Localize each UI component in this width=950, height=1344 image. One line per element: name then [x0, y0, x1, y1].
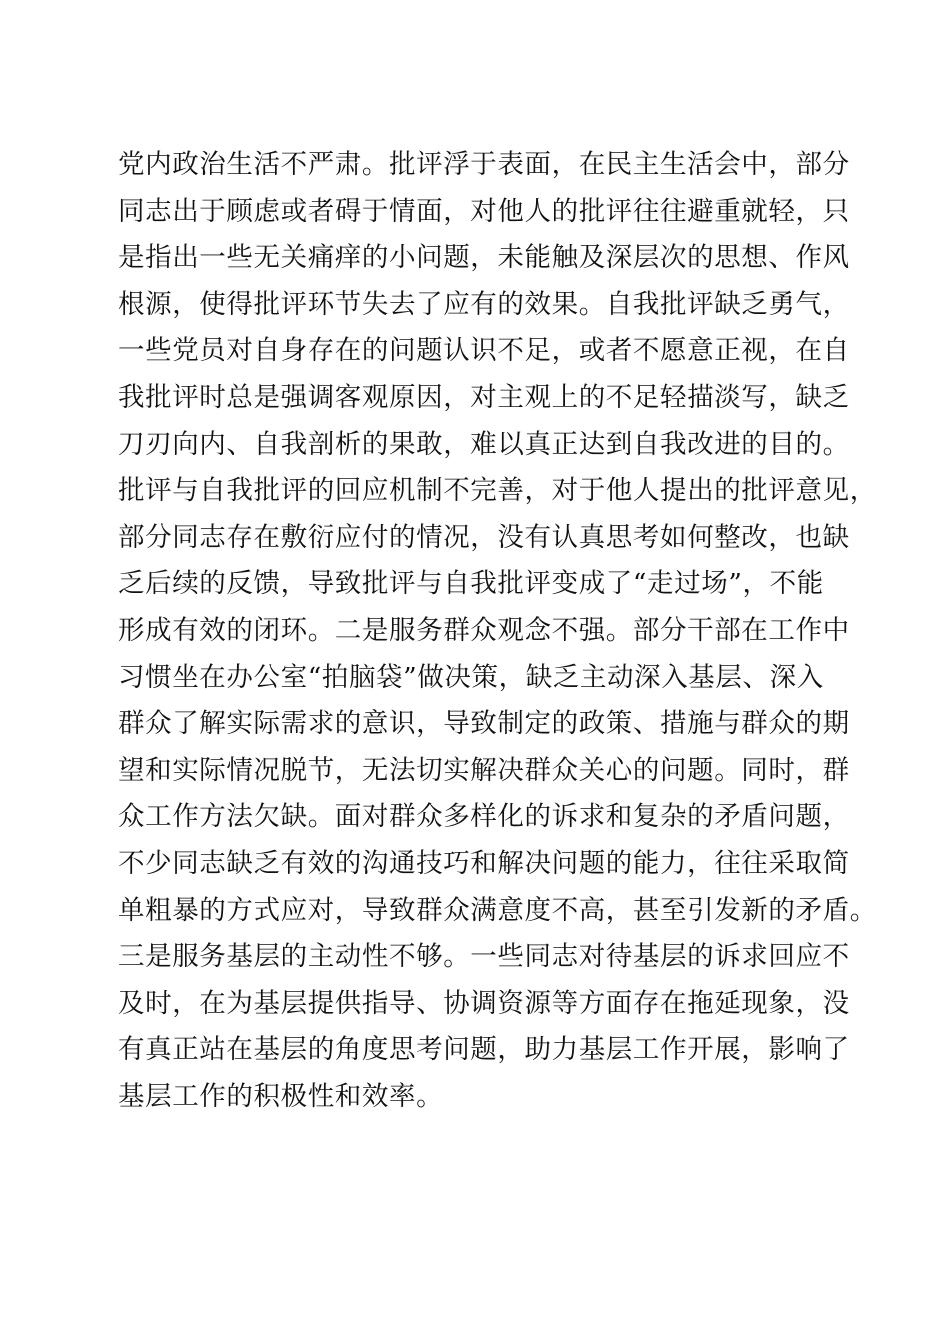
text-line: 是指出一些无关痛痒的小问题，未能触及深层次的思想、作风 — [118, 242, 850, 274]
text-line: 群众了解实际需求的意识，导致制定的政策、措施与群众的期 — [118, 708, 850, 740]
text-line: 望和实际情况脱节，无法切实解决群众关心的问题。同时，群 — [118, 754, 850, 786]
text-line: 批评与自我批评的回应机制不完善，对于他人提出的批评意见， — [118, 475, 877, 507]
text-line: 习惯坐在办公室“拍脑袋”做决策，缺乏主动深入基层、深入 — [118, 661, 824, 693]
text-line: 单粗暴的方式应对，导致群众满意度不高，甚至引发新的矛盾。 — [118, 894, 877, 926]
text-line: 三是服务基层的主动性不够。一些同志对待基层的诉求回应不 — [118, 941, 850, 973]
body-paragraph — [118, 142, 877, 1120]
text-line: 不少同志缺乏有效的沟通技巧和解决问题的能力，往往采取简 — [118, 847, 850, 879]
text-line: 乏后续的反馈，导致批评与自我批评变成了“走过场”，不能 — [118, 568, 824, 600]
text-line: 同志出于顾虑或者碍于情面，对他人的批评往往避重就轻，只 — [118, 195, 850, 227]
text-line: 众工作方法欠缺。面对群众多样化的诉求和复杂的矛盾问题， — [118, 801, 850, 833]
text-line: 形成有效的闭环。二是服务群众观念不强。部分干部在工作中 — [118, 614, 850, 646]
text-line: 刀刃向内、自我剖析的果敢，难以真正达到自我改进的目的。 — [118, 428, 850, 460]
text-line: 一些党员对自身存在的问题认识不足，或者不愿意正视，在自 — [118, 335, 850, 367]
text-line: 有真正站在基层的角度思考问题，助力基层工作开展，影响了 — [118, 1034, 850, 1066]
text-line: 及时，在为基层提供指导、协调资源等方面存在拖延现象，没 — [118, 987, 850, 1019]
text-line: 基层工作的积极性和效率。 — [118, 1080, 444, 1112]
text-line: 根源，使得批评环节失去了应有的效果。自我批评缺乏勇气， — [118, 288, 850, 320]
text-line: 部分同志存在敷衍应付的情况，没有认真思考如何整改，也缺 — [118, 521, 850, 553]
text-line: 党内政治生活不严肃。批评浮于表面，在民主生活会中，部分 — [118, 149, 850, 180]
text-line: 我批评时总是强调客观原因，对主观上的不足轻描淡写，缺乏 — [118, 381, 850, 413]
